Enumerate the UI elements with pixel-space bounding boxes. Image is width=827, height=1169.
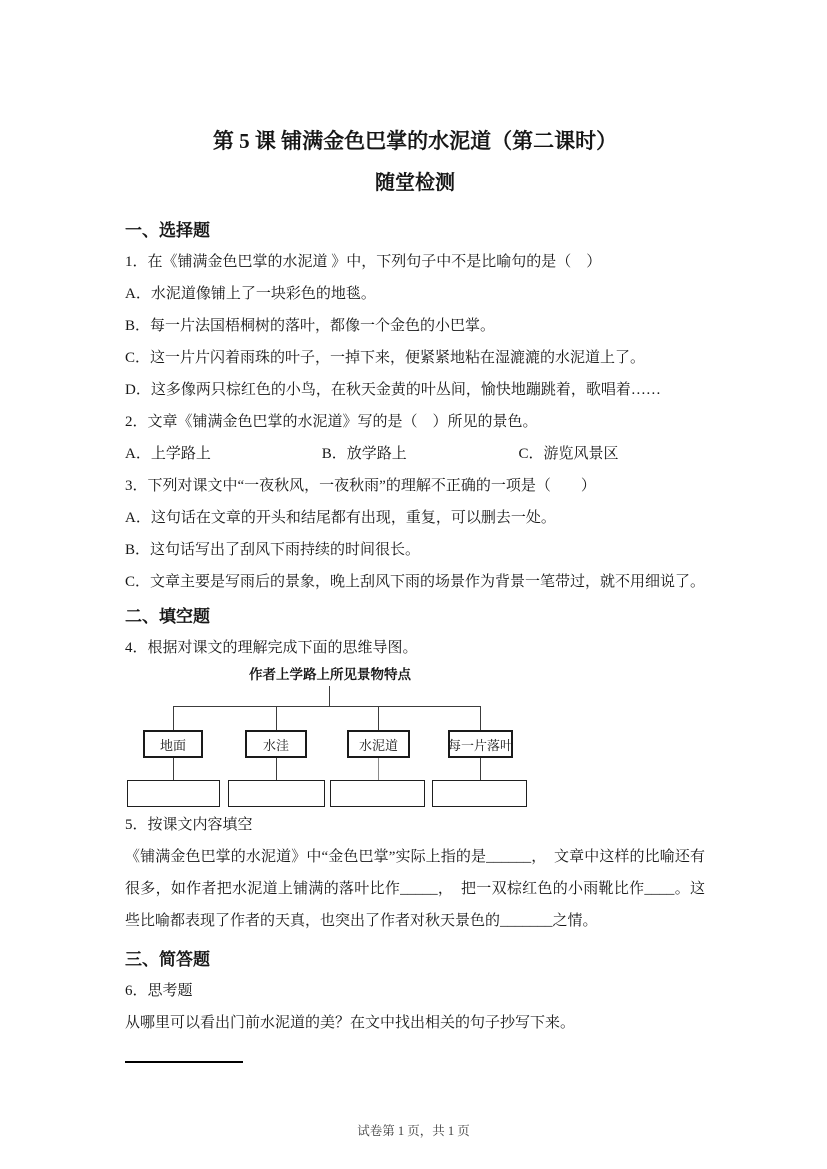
q1-option-c: C．这一片片闪着雨珠的叶子，一掉下来，便紧紧地粘在湿漉漉的水泥道上了。 xyxy=(125,350,646,366)
connector-line xyxy=(480,758,481,780)
q1-option-a: A．水泥道像铺上了一块彩色的地毯。 xyxy=(125,286,376,302)
section-choice-heading: 一、选择题 xyxy=(125,221,210,240)
connector-line xyxy=(276,706,277,730)
mind-map-node-ground: 地面 xyxy=(143,730,203,758)
mind-map-answer-box xyxy=(228,780,325,807)
q6-body: 从哪里可以看出门前水泥道的美？在文中找出相关的句子抄写下来。 xyxy=(125,1015,576,1031)
q1-option-b: B．每一片法国梧桐树的落叶，都像一个金色的小巴掌。 xyxy=(125,318,496,334)
mind-map-node-puddle: 水洼 xyxy=(245,730,307,758)
q2-option-b: B．放学路上 xyxy=(321,446,407,462)
q2-options-row xyxy=(125,438,705,470)
mind-map-answer-box xyxy=(330,780,425,807)
connector-line xyxy=(173,706,481,707)
mind-map-answer-box xyxy=(127,780,220,807)
doc-subtitle: 随堂检测 xyxy=(375,172,455,194)
q1-option-d: D．这多像两只棕红色的小鸟，在秋天金黄的叶丛间，愉快地蹦跳着，歌唱着…… xyxy=(125,382,661,398)
q5-body: 《铺满金色巴掌的水泥道》中“金色巴掌”实际上指的是______， 文章中这样的比喻还有很多，如作者把水泥道上铺满的落叶比作_____， 把一双棕红色的小雨靴比作____。这些比喻都表现了作者的天真，也突出了作者对秋天景色的_______之情。 xyxy=(125,849,705,929)
answer-blank-line xyxy=(125,1061,243,1063)
section-fill-heading: 二、填空题 xyxy=(125,607,210,626)
connector-line xyxy=(173,758,174,780)
mind-map-answer-box xyxy=(432,780,527,807)
q6-text: 6．思考题 xyxy=(125,983,193,999)
connector-line xyxy=(378,758,379,780)
q4-text: 4．根据对课文的理解完成下面的思维导图。 xyxy=(125,640,418,656)
connector-line xyxy=(480,706,481,730)
mind-map-node-cement-road: 水泥道 xyxy=(347,730,410,758)
q3-option-a: A．这句话在文章的开头和结尾都有出现，重复，可以删去一处。 xyxy=(125,510,556,526)
q3-option-b: B．这句话写出了刮风下雨持续的时间很长。 xyxy=(125,542,421,558)
mind-map-node-fallen-leaf: 每一片落叶 xyxy=(448,730,513,758)
q1-text: 1．在《铺满金色巴掌的水泥道 》中，下列句子中不是比喻句的是（ ） xyxy=(125,254,602,270)
q2-text: 2．文章《铺满金色巴掌的水泥道》写的是（ ）所见的景色。 xyxy=(125,414,538,430)
section-short-heading: 三、简答题 xyxy=(125,950,210,969)
connector-line xyxy=(329,686,330,706)
q2-option-c: C．游览风景区 xyxy=(518,446,619,462)
connector-line xyxy=(276,758,277,780)
q3-option-c: C．文章主要是写雨后的景象，晚上刮风下雨的场景作为背景一笔带过，就不用细说了。 xyxy=(125,574,706,590)
connector-line xyxy=(173,706,174,730)
mind-map-diagram xyxy=(125,666,705,809)
page-footer: 试卷第 1 页，共 1 页 xyxy=(357,1124,470,1138)
connector-line xyxy=(378,706,379,730)
mind-map-root-label: 作者上学路上所见景物特点 xyxy=(249,667,411,682)
q3-text: 3．下列对课文中“一夜秋风，一夜秋雨”的理解不正确的一项是（ ） xyxy=(125,478,596,494)
q2-option-a: A．上学路上 xyxy=(125,446,211,462)
doc-title: 第 5 课 铺满金色巴掌的水泥道（第二课时） xyxy=(212,129,618,153)
q5-text: 5．按课文内容填空 xyxy=(125,817,253,833)
